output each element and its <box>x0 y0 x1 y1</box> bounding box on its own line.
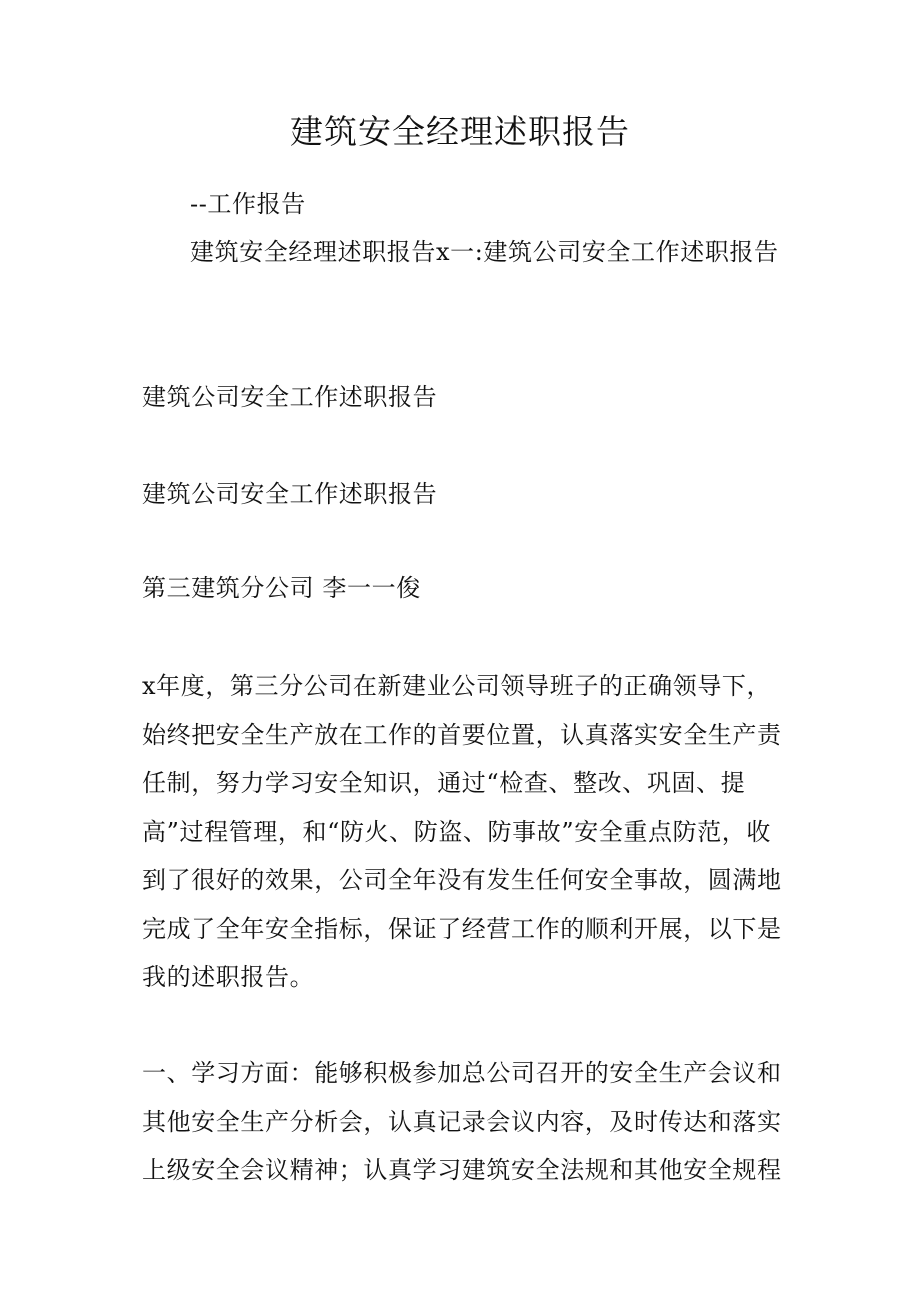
section-heading-2: 建筑公司安全工作述职报告 <box>142 480 438 508</box>
author-line: 第三建筑分公司 李一一俊 <box>142 574 421 602</box>
intro-line: 建筑安全经理述职报告x一:建筑公司安全工作述职报告 <box>190 238 779 266</box>
body-paragraph-2: 一、学习方面：能够积极参加总公司召开的安全生产会议和其他安全生产分析会，认真记录会议内容，及时传达和落实上级安全会议精神；认真学习建筑安全法规和其他安全规程 <box>142 1059 782 1184</box>
document-subtitle: --工作报告 <box>190 190 306 218</box>
section-heading-1: 建筑公司安全工作述职报告 <box>142 383 438 411</box>
body-paragraph-1: x年度，第三分公司在新建业公司领导班子的正确领导下，始终把安全生产放在工作的首要位置，认真落实安全生产责任制，努力学习安全知识，通过“检查、整改、巩固、提高”过程管理，和“防火、防盗、防事故”安全重点防范，收到了很好的效果，公司全年没有发生任何安全事故，圆满地完成了全年安全指标，保证了经营工作的顺利开展，以下是我的述职报告。 <box>142 672 782 991</box>
document-title: 建筑安全经理述职报告 <box>290 112 630 151</box>
